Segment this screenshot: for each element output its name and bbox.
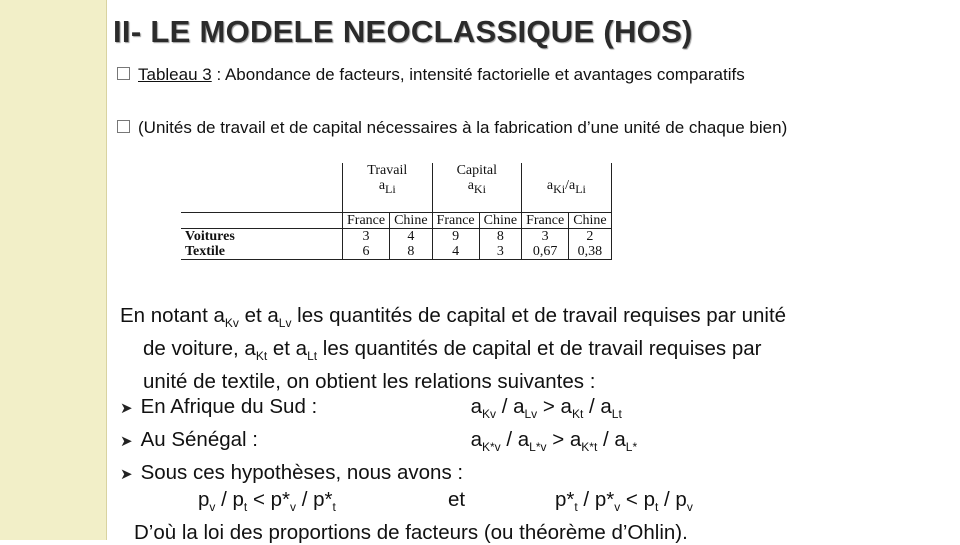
arrow-bullet-icon: ➤: [120, 400, 133, 418]
text-line: ➤ Sous ces hypothèses, nous avons :: [120, 461, 464, 485]
country-header: France: [522, 212, 569, 228]
table-cell: 4: [432, 244, 479, 260]
row-label: Voitures: [185, 228, 235, 244]
checkbox-bullet-icon: [117, 120, 130, 133]
arrow-bullet-icon: ➤: [120, 433, 133, 451]
country-header: Chine: [569, 212, 611, 228]
text-line: En notant $a_{Kv}$ et $a_{Lv}$ les quantités de capital et de travail requises par unité: [120, 304, 787, 331]
table-cell: 4: [390, 228, 432, 244]
data-table: [181, 163, 612, 260]
row-label: Textile: [181, 244, 343, 260]
side-band-decoration: [0, 0, 106, 540]
caption-underlined: Tableau 3: [138, 65, 212, 84]
text-line: D’où la loi des proportions de facteurs (ou théorème d’Ohlin).: [134, 521, 688, 545]
table-cell: 3: [343, 228, 390, 244]
body-paragraph: [120, 303, 950, 545]
table-cell: 2: [569, 228, 611, 244]
table-cell: 6: [343, 244, 390, 260]
bullet-table-caption: [117, 65, 745, 85]
checkbox-bullet-icon: [117, 67, 130, 80]
group-travail: Travail: [343, 163, 433, 178]
table-cell: 8: [390, 244, 432, 260]
side-divider: [106, 0, 107, 540]
table-row: [181, 244, 611, 260]
text-line: ➤ En Afrique du Sud : $a_{Kv} / a_{Lv} > a_{Kt} / a_{Lt}$: [120, 395, 622, 422]
arrow-bullet-icon: ➤: [120, 466, 133, 484]
table-cell: 3: [522, 228, 569, 244]
caption-rest: : Abondance de facteurs, intensité factorielle et avantages comparatifs: [211, 65, 745, 84]
country-header: France: [432, 212, 479, 228]
text-line: ➤ Au Sénégal : $a_{K*v} / a_{L*v} > a_{K*t} / a_{L*}$: [120, 428, 638, 455]
slide-title: II- LE MODELE NEOCLASSIQUE (HOS): [113, 14, 693, 49]
text-line: de voiture, $a_{Kt}$ et $a_{Lt}$ les quantités de capital et de travail requises par: [143, 337, 762, 364]
group-capital: Capital: [432, 163, 522, 178]
table-row: [181, 228, 611, 244]
note-text: (Unités de travail et de capital nécessaires à la fabrication d’une unité de chaque bien): [138, 118, 788, 137]
table-cell: 3: [479, 244, 521, 260]
table-cell: 8: [479, 228, 521, 244]
country-header: Chine: [479, 212, 521, 228]
sub-capital: $a_{Ki}$: [432, 178, 522, 197]
country-header: France: [343, 212, 390, 228]
text-line: unité de textile, on obtient les relations suivantes :: [143, 370, 596, 394]
bullet-table-note: [117, 118, 787, 138]
table-cell: 0,38: [569, 244, 611, 260]
sub-ratio: $a_{Ki}/a_{Li}$: [522, 178, 612, 197]
table-cell: 0,67: [522, 244, 569, 260]
sub-travail: $a_{Li}$: [343, 178, 433, 197]
text-line: $p_v / p_t < p*_v / p*_t$ et $p*_t / p*_v < p_t / p_v$: [198, 488, 693, 515]
table-cell: 9: [432, 228, 479, 244]
country-header: Chine: [390, 212, 432, 228]
